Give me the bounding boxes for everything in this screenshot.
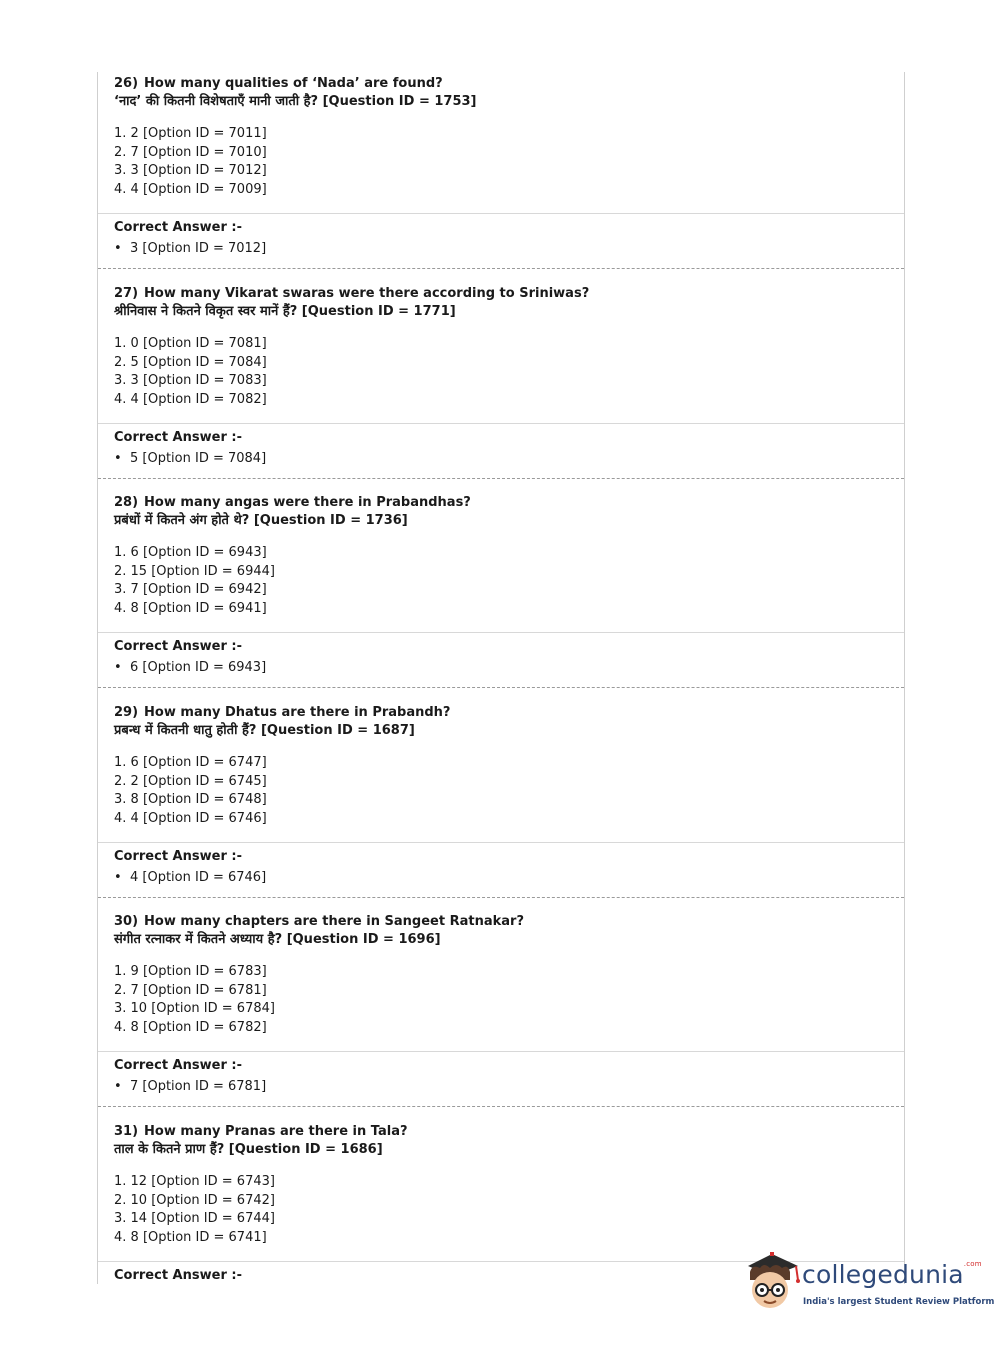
question-number: 29) bbox=[114, 705, 139, 720]
correct-answer-value: 7 [Option ID = 6781] bbox=[130, 1079, 267, 1094]
student-mascot-icon bbox=[740, 1250, 802, 1312]
bullet-icon: • bbox=[114, 1079, 122, 1094]
question-number: 31) bbox=[114, 1124, 139, 1139]
option-item: 1. 9 [Option ID = 6783] bbox=[114, 964, 267, 979]
option-item: 4. 8 [Option ID = 6941] bbox=[114, 600, 267, 616]
option-item: 4. 4 [Option ID = 6746] bbox=[114, 810, 267, 826]
option-item: 3. 14 [Option ID = 6744] bbox=[114, 1211, 275, 1226]
question-english: How many Vikarat swaras were there according to Sriniwas? bbox=[144, 286, 590, 301]
divider bbox=[98, 423, 904, 424]
question-english: How many chapters are there in Sangeet Ratnakar? bbox=[144, 914, 524, 929]
bullet-icon: • bbox=[114, 451, 122, 466]
option-item: 4. 8 [Option ID = 6782] bbox=[114, 1019, 267, 1035]
question-divider bbox=[98, 268, 904, 269]
correct-answer-value: 3 [Option ID = 7012] bbox=[130, 241, 267, 256]
option-list bbox=[114, 335, 267, 409]
option-item: 2. 5 [Option ID = 7084] bbox=[114, 354, 267, 370]
question-hindi: ताल के कितने प्राण हैं? [Question ID = 1686] bbox=[114, 1142, 383, 1157]
option-item: 2. 7 [Option ID = 7010] bbox=[114, 144, 267, 160]
correct-answer-label: Correct Answer :- bbox=[114, 639, 242, 654]
question-text bbox=[114, 704, 450, 740]
option-item: 1. 6 [Option ID = 6943] bbox=[114, 545, 267, 560]
question-text bbox=[114, 75, 477, 111]
option-list bbox=[114, 963, 275, 1037]
question-english: How many qualities of ‘Nada’ are found? bbox=[144, 76, 443, 91]
option-list bbox=[114, 544, 275, 618]
question-text bbox=[114, 913, 524, 949]
correct-answer-value: 4 [Option ID = 6746] bbox=[130, 870, 267, 885]
question-hindi: प्रबन्ध में कितनी धातु होती हैं? [Question ID = 1687] bbox=[114, 723, 415, 738]
correct-answer bbox=[114, 660, 266, 675]
correct-answer-label: Correct Answer :- bbox=[114, 1058, 242, 1073]
collegedunia-logo[interactable] bbox=[740, 1250, 995, 1320]
question-english: How many Dhatus are there in Prabandh? bbox=[144, 705, 451, 720]
option-item: 2. 15 [Option ID = 6944] bbox=[114, 563, 275, 579]
divider bbox=[98, 632, 904, 633]
option-item: 4. 4 [Option ID = 7009] bbox=[114, 181, 267, 197]
option-item: 2. 10 [Option ID = 6742] bbox=[114, 1192, 275, 1208]
bullet-icon: • bbox=[114, 241, 122, 256]
correct-answer-value: 5 [Option ID = 7084] bbox=[130, 451, 267, 466]
correct-answer bbox=[114, 241, 266, 256]
divider bbox=[98, 1051, 904, 1052]
question-text bbox=[114, 494, 471, 530]
question-hindi: ‘नाद’ की कितनी विशेषताएँ मानी जाती है? [Question ID = 1753] bbox=[114, 94, 477, 109]
bullet-icon: • bbox=[114, 660, 122, 675]
correct-answer-label: Correct Answer :- bbox=[114, 849, 242, 864]
question-number: 27) bbox=[114, 286, 139, 301]
option-list bbox=[114, 125, 267, 199]
question-hindi: संगीत रत्नाकर में कितने अध्याय है? [Question ID = 1696] bbox=[114, 932, 441, 947]
correct-answer bbox=[114, 870, 266, 885]
question-text bbox=[114, 1123, 408, 1159]
option-item: 4. 4 [Option ID = 7082] bbox=[114, 391, 267, 407]
question-divider bbox=[98, 897, 904, 898]
question-number: 28) bbox=[114, 495, 139, 510]
logo-wordmark: collegedunia$^{.com}$ bbox=[802, 1260, 982, 1289]
question-hindi: श्रीनिवास ने कितने विकृत स्वर मानें हैं? [Question ID = 1771] bbox=[114, 304, 456, 319]
option-item: 4. 8 [Option ID = 6741] bbox=[114, 1229, 267, 1245]
question-english: How many Pranas are there in Tala? bbox=[144, 1124, 408, 1139]
question-paper bbox=[97, 72, 905, 1284]
divider bbox=[98, 213, 904, 214]
option-item: 3. 10 [Option ID = 6784] bbox=[114, 1001, 275, 1016]
option-item: 3. 3 [Option ID = 7012] bbox=[114, 163, 267, 178]
question-number: 26) bbox=[114, 76, 139, 91]
question-english: How many angas were there in Prabandhas? bbox=[144, 495, 471, 510]
option-list bbox=[114, 754, 267, 828]
option-item: 3. 8 [Option ID = 6748] bbox=[114, 792, 267, 807]
question-divider bbox=[98, 1106, 904, 1107]
option-item: 2. 7 [Option ID = 6781] bbox=[114, 982, 267, 998]
option-item: 2. 2 [Option ID = 6745] bbox=[114, 773, 267, 789]
question-number: 30) bbox=[114, 914, 139, 929]
option-list bbox=[114, 1173, 275, 1247]
correct-answer bbox=[114, 451, 266, 466]
question-hindi: प्रबंधों में कितने अंग होते थे? [Question ID = 1736] bbox=[114, 513, 408, 528]
correct-answer-value: 6 [Option ID = 6943] bbox=[130, 660, 267, 675]
option-item: 1. 12 [Option ID = 6743] bbox=[114, 1174, 275, 1189]
question-divider bbox=[98, 687, 904, 688]
question-divider bbox=[98, 478, 904, 479]
correct-answer bbox=[114, 1079, 266, 1094]
divider bbox=[98, 842, 904, 843]
correct-answer-label: Correct Answer :- bbox=[114, 1268, 242, 1283]
logo-tagline: India's largest Student Review Platform bbox=[803, 1297, 995, 1307]
bullet-icon: • bbox=[114, 870, 122, 885]
question-text bbox=[114, 285, 589, 321]
logo-suffix: .com bbox=[963, 1260, 982, 1268]
correct-answer-label: Correct Answer :- bbox=[114, 220, 242, 235]
correct-answer-label: Correct Answer :- bbox=[114, 430, 242, 445]
option-item: 3. 3 [Option ID = 7083] bbox=[114, 373, 267, 388]
option-item: 3. 7 [Option ID = 6942] bbox=[114, 582, 267, 597]
option-item: 1. 0 [Option ID = 7081] bbox=[114, 336, 267, 351]
option-item: 1. 6 [Option ID = 6747] bbox=[114, 755, 267, 770]
option-item: 1. 2 [Option ID = 7011] bbox=[114, 126, 267, 141]
